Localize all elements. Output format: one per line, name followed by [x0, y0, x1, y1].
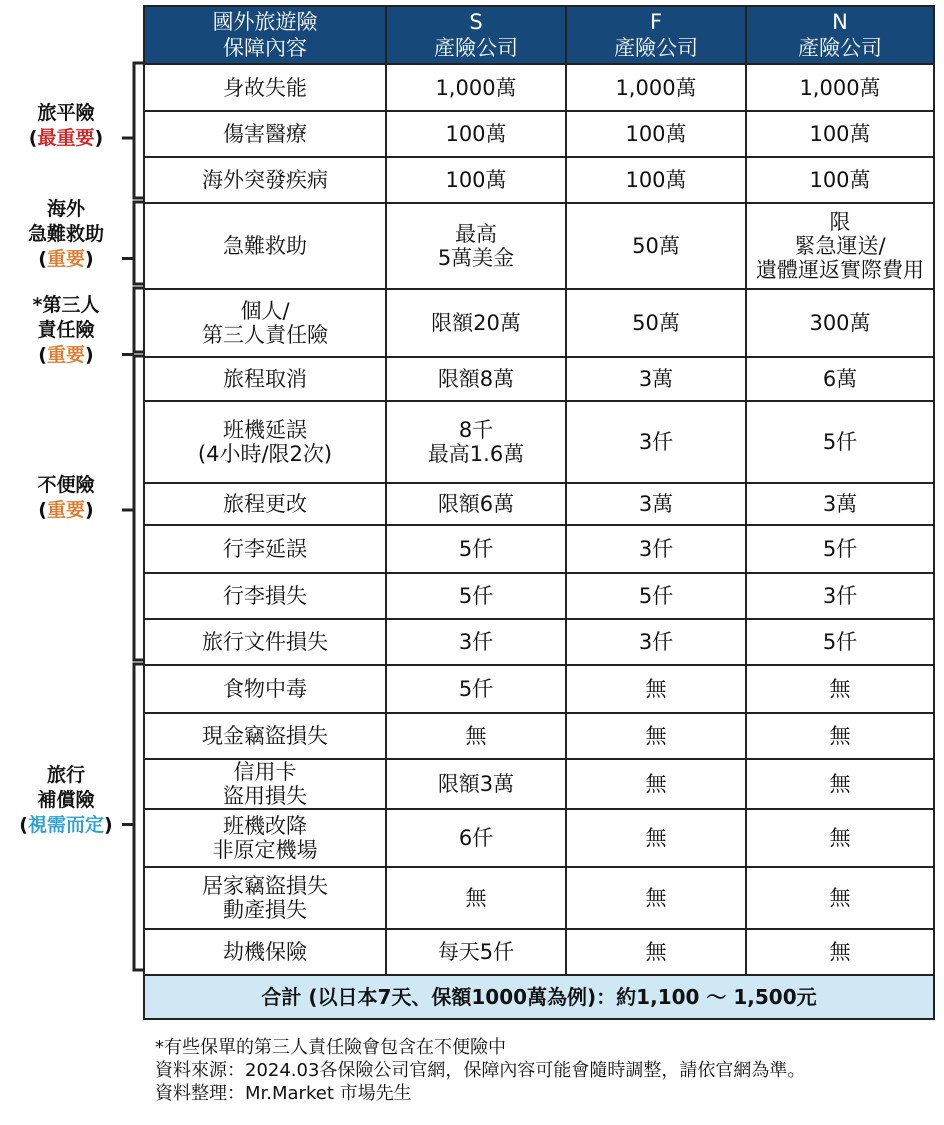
company-f-cell: 無 [566, 809, 746, 867]
group-importance-tag: 重要 [46, 343, 85, 366]
company-n-cell: 無 [746, 665, 934, 713]
coverage-table [143, 5, 935, 1020]
company-f-cell: 100萬 [566, 157, 746, 203]
company-f-cell: 無 [566, 713, 746, 759]
coverage-item-cell: 信用卡 盜用損失 [144, 759, 386, 809]
company-n-cell: 100萬 [746, 111, 934, 157]
table-row [144, 809, 934, 867]
table-row [144, 357, 934, 401]
company-n-cell: 無 [746, 929, 934, 975]
coverage-item-cell: 急難救助 [144, 203, 386, 289]
company-s-cell: 100萬 [386, 157, 566, 203]
company-f-cell: 3仟 [566, 525, 746, 573]
coverage-item-cell: 班機延誤 (4小時/限2次) [144, 401, 386, 483]
company-s-cell: 6仟 [386, 809, 566, 867]
company-s-cell: 1,000萬 [386, 64, 566, 111]
company-s-cell: 每天5仟 [386, 929, 566, 975]
table-row [144, 203, 934, 289]
coverage-item-cell: 旅行文件損失 [144, 619, 386, 665]
group-bracket [134, 202, 143, 284]
table-row [144, 867, 934, 929]
group-label [6, 101, 126, 151]
coverage-item-cell: 現金竊盜損失 [144, 713, 386, 759]
company-n-cell: 無 [746, 809, 934, 867]
table-row [144, 929, 934, 975]
header-row [144, 6, 934, 64]
table-row [144, 525, 934, 573]
header-company-f: F 產險公司 [566, 6, 746, 64]
table-row [144, 713, 934, 759]
header-company-n: N 產險公司 [746, 6, 934, 64]
table-row [144, 157, 934, 203]
company-f-cell: 3萬 [566, 483, 746, 525]
header-item: 國外旅遊險 保障內容 [144, 6, 386, 64]
coverage-item-cell: 個人/ 第三人責任險 [144, 289, 386, 357]
group-name: 旅行 補償險 [37, 763, 95, 811]
total-cell: 合計 (以日本7天、保額1000萬為例)：約1,100 ～ 1,500元 [144, 975, 934, 1019]
company-s-cell: 5仟 [386, 573, 566, 619]
table-row [144, 619, 934, 665]
company-s-cell: 限額3萬 [386, 759, 566, 809]
company-f-cell: 無 [566, 759, 746, 809]
group-importance-tag: 視需而定 [27, 813, 104, 836]
coverage-item-cell: 居家竊盜損失 動產損失 [144, 867, 386, 929]
company-s-cell: 無 [386, 713, 566, 759]
table-row [144, 573, 934, 619]
company-f-cell: 5仟 [566, 573, 746, 619]
group-importance-tag: 重要 [46, 499, 85, 521]
company-n-cell: 無 [746, 759, 934, 809]
company-n-cell: 5仟 [746, 619, 934, 665]
company-s-cell: 限額8萬 [386, 357, 566, 401]
footnote-compiled-by: 資料整理：Mr.Market 市場先生 [155, 1083, 412, 1104]
footnotes [155, 1036, 805, 1105]
table-row [144, 483, 934, 525]
company-f-cell: 50萬 [566, 289, 746, 357]
company-n-cell: 3萬 [746, 483, 934, 525]
coverage-item-cell: 班機改降 非原定機場 [144, 809, 386, 867]
company-f-cell: 50萬 [566, 203, 746, 289]
table-row [144, 401, 934, 483]
total-row [144, 975, 934, 1019]
company-s-cell: 100萬 [386, 111, 566, 157]
company-f-cell: 1,000萬 [566, 64, 746, 111]
footnote-third-party: *有些保單的第三人責任險會包含在不便險中 [155, 1037, 506, 1058]
group-importance: (視需而定) [19, 813, 113, 836]
company-s-cell: 5仟 [386, 665, 566, 713]
company-n-cell: 300萬 [746, 289, 934, 357]
company-n-cell: 無 [746, 713, 934, 759]
table-row [144, 289, 934, 357]
group-label [6, 473, 126, 523]
group-name: 不便險 [37, 474, 95, 496]
group-label [6, 763, 126, 838]
table-row [144, 759, 934, 809]
group-name: 海外 急難救助 [27, 197, 104, 245]
group-bracket [134, 63, 143, 198]
table-row [144, 111, 934, 157]
company-s-cell: 限額20萬 [386, 289, 566, 357]
company-n-cell: 5仟 [746, 401, 934, 483]
company-n-cell: 100萬 [746, 157, 934, 203]
group-importance: (最重要) [28, 127, 104, 149]
company-f-cell: 無 [566, 929, 746, 975]
company-n-cell: 6萬 [746, 357, 934, 401]
company-n-cell: 5仟 [746, 525, 934, 573]
group-label [6, 197, 126, 272]
coverage-item-cell: 傷害醫療 [144, 111, 386, 157]
company-f-cell: 3仟 [566, 401, 746, 483]
company-f-cell: 3仟 [566, 619, 746, 665]
company-f-cell: 100萬 [566, 111, 746, 157]
table-row [144, 64, 934, 111]
company-n-cell: 限 緊急運送/ 遺體運返實際費用 [746, 203, 934, 289]
group-label [6, 293, 126, 368]
company-s-cell: 5仟 [386, 525, 566, 573]
company-s-cell: 3仟 [386, 619, 566, 665]
company-n-cell: 無 [746, 867, 934, 929]
coverage-item-cell: 海外突發疾病 [144, 157, 386, 203]
company-n-cell: 1,000萬 [746, 64, 934, 111]
coverage-item-cell: 身故失能 [144, 64, 386, 111]
company-s-cell: 8千 最高1.6萬 [386, 401, 566, 483]
company-f-cell: 無 [566, 867, 746, 929]
company-s-cell: 最高 5萬美金 [386, 203, 566, 289]
coverage-item-cell: 劫機保險 [144, 929, 386, 975]
coverage-item-cell: 行李延誤 [144, 525, 386, 573]
group-name: *第三人 責任險 [32, 293, 100, 341]
coverage-item-cell: 旅程更改 [144, 483, 386, 525]
company-f-cell: 3萬 [566, 357, 746, 401]
group-bracket [134, 356, 143, 660]
company-s-cell: 限額6萬 [386, 483, 566, 525]
footnote-source: 資料來源：2024.03各保險公司官網，保障內容可能會隨時調整，請依官網為準。 [155, 1060, 806, 1081]
group-bracket [134, 288, 143, 352]
coverage-item-cell: 行李損失 [144, 573, 386, 619]
coverage-item-cell: 旅程取消 [144, 357, 386, 401]
group-importance: (重要) [38, 499, 94, 521]
group-importance-tag: 最重要 [37, 127, 95, 149]
header-company-s: S 產險公司 [386, 6, 566, 64]
group-importance: (重要) [38, 247, 94, 270]
group-importance-tag: 重要 [46, 247, 85, 270]
group-name: 旅平險 [37, 102, 95, 124]
company-s-cell: 無 [386, 867, 566, 929]
coverage-item-cell: 食物中毒 [144, 665, 386, 713]
company-n-cell: 3仟 [746, 573, 934, 619]
group-importance: (重要) [38, 343, 94, 366]
company-f-cell: 無 [566, 665, 746, 713]
table-row [144, 665, 934, 713]
group-bracket [134, 664, 143, 970]
